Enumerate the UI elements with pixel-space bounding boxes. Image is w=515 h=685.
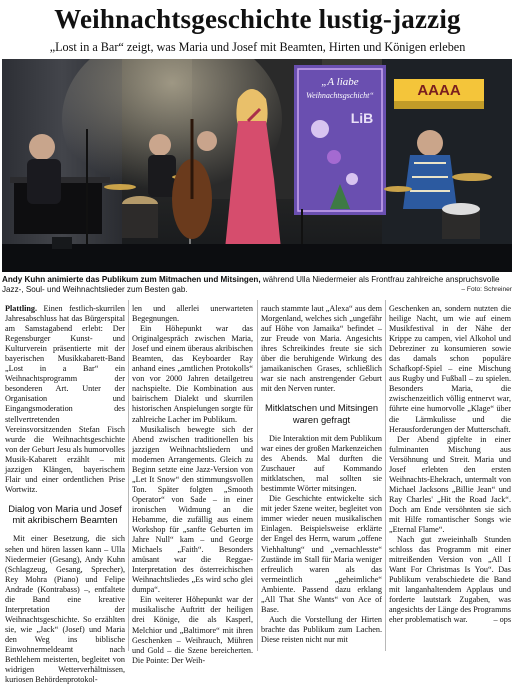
paragraph — [5, 304, 125, 495]
paragraph — [389, 535, 511, 625]
paragraph: Geschenken an, sondern nutzten die heilige Nacht, um wie auf einem Musikfestival in der Nähe der Krippe zu campen, viel Alkohol und Debreziner zu konsumieren sowie das damals schon populäre Schafkopf-Spiel – eine Mischung aus Rugby und Fußball – zu spielen. Besonders Maria, die zwischenzeitlich völlig entnervt war, führte eine humorvolle „Klage“ über die Lärmkulisse und die Herausforderungen der Mutterschaft. — [389, 304, 511, 434]
paragraph-text: Nach gut zweieinhalb Stunden schloss das Programm mit einer mitreißenden Version von „All I Want For Christmas Is You“. Das Publikum verabschiedete die Band mit langanhaltendem Applaus und forderte lautstark Zugaben, was angesichts der Länge des Programms eher problematisch war. — [389, 535, 511, 625]
paragraph: Musikalisch bewegte sich der Abend zwischen traditionellen bis jazzigen Weihnachtsliedern und modernen Arrangements. Gleich zu Beginn setzte eine Jazz-Version von „Let It Snow“ den stimmungsvollen Ton. Später folgten „Smooth Operator“ von Sade – in einer ironischen Widmung an die Hebamme, die zufällig aus einem Workshop für „sanfte Geburten im Jahre Null“ kam – und George Michaels „Faith“. Besonders amüsant war die Reggae-Interpretation des österreichischen Weihnachtsliedes „Es wird scho glei dumpa“. — [132, 424, 253, 595]
column-rule — [257, 300, 258, 651]
column-rule — [385, 300, 386, 651]
section-subhead: Dialog von Maria und Josef mit akribischem Beamten — [8, 502, 122, 526]
article-headline: Weihnachtsgeschichte lustig-jazzig — [54, 4, 461, 34]
paragraph: len und allerlei unerwarteten Begegnungen. — [132, 304, 253, 324]
paragraph: Die Geschichte entwickelte sich mit jeder Szene weiter, begleitet von immer wieder neuen musikalischen Einlagen. Beispielsweise erklärte der Engel des Herrn, warum „offene Viehhaltung“ und „vernachlesste“ Zustände im Stall für Maria weniger erfreulich waren als das vermeintlich „geheimliche“ Ambiente. Passend dazu erklang „All That She Wants“ von Ace of Base. — [261, 494, 382, 614]
paragraph: rauch stammte laut „Alexa“ aus dem Morgenland, welches sich „ungefähr auf Höhe von Jamaika“ befindet – zur Freude von Maria. Angesichts ihres Schreikindes freute sie sich über die beruhigende Wirkung des jamaikanischen Grases, schließlich war sie nach anstrengender Geburt mit den Nerven runter. — [261, 304, 382, 394]
dateline: Plattling. — [5, 304, 38, 313]
caption-text: während Ulla Niedermeier als Frontfrau zahlreiche anspruchsvolle Jazz-, Soul- und Weihnachtslieder zum Besten gab. — [2, 275, 500, 295]
article-column-2 — [132, 304, 253, 666]
paragraph-text: Einen festlich-skurrilen Jahresabschluss hat das Bürgerspital am Samstagabend erlebt: Der Regensburger Kunst- und Kulturverein präsentierte mit der bayerischen Musikkabarett-Band „Lost in a Bar“ ein Weihnachtsprogramm der besonderen Art. Unter der Organisation und Eingangsmoderation des stellvertretenden Vereinsvorsitzenden Stefan Fisch wurde die Weihnachtsgeschichte von der Geburt Jesu als humorvolles Musik-Kabarett erzählt – mit jazzigen Klängen, bayerischem Flair und einer ordentlichen Prise Wortwitz. — [5, 304, 125, 494]
photo-credit: – Foto: Schreiner — [461, 286, 512, 293]
paragraph: Auch die Vorstellung der Hirten brachte das Publikum zum Lachen. Diese reisten nicht nur mit — [261, 614, 382, 644]
column-rule — [128, 300, 129, 651]
article-column-3 — [261, 304, 382, 645]
banner-logo: LiB — [350, 110, 374, 126]
article-column-4 — [389, 304, 511, 626]
banner-line2: Weihnachtsgschicht“ — [306, 91, 374, 100]
box-letters: AAAA — [417, 82, 461, 99]
article-column-1 — [5, 304, 125, 685]
paragraph: Ein weiterer Höhepunkt war der musikalische Auftritt der heiligen drei Könige, die als Kasperl, Melchior und „Baltimore“ mit ihren Geschenken – Weihrauch, Mühren und Gold – die Szene bereicherten. Die Pointe: Der Weih- — [132, 595, 253, 665]
photo-caption — [2, 275, 512, 296]
paragraph: Der Abend gipfelte in einer fulminanten Mischung aus Versöhnung und Streit. Maria und Josef erlebten den ersten Weihnachts-Ehekrach, untermalt von Michael Jacksons „Billie Jean“ und Ray Charles' „Hit the Road Jack“. Doch am Ende versöhnten sie sich mit Hilfe romantischer Songs wie „Eternal Flame“. — [389, 434, 511, 535]
article-photo — [2, 59, 512, 272]
paragraph: Die Interaktion mit dem Publikum war eines der großen Markenzeichen des Abends. Mal durften die Zuschauer auf Kommando mitklatschen, mal sollten sie bestimmte Wörter mitsingen. — [261, 434, 382, 494]
paragraph: Mit einer Besetzung, die sich sehen und hören lassen kann – Ulla Niedermeier (Gesang), Andy Kuhn (Schlagzeug, Gesang, Sprecher), Rey Mohra (Piano) und Felipe Andrade (Kontrabass) –, entfaltete die Band eine kreative Interpretation der Weihnachtsgeschichte. So erzählten sie, wie „Jack“ (Josef) und Maria den Weg ins biblische Einwohnermeldeamt nach Bethlehem meisterten, begleitet von widrigen Wetterverhältnissen, kuriosen Behördenprotokol- — [5, 534, 125, 685]
section-subhead: Mitklatschen und Mitsingen waren gefragt — [264, 402, 379, 425]
banner-line1: „A liabe — [321, 76, 359, 88]
concert-photo-illustration — [2, 59, 512, 272]
article-subheadline: „Lost in a Bar“ zeigt, was Maria und Josef mit Beamten, Hirten und Königen erleben — [49, 40, 466, 54]
caption-bold: Andy Kuhn animierte das Publikum zum Mitmachen und Mitsingen, — [2, 275, 261, 284]
paragraph: Ein Höhepunkt war das Originalgespräch zwischen Maria, Josef und einem überaus akribischen Beamten, das Keyboarder Ray anhand eines „amtlichen Protokolls“ von vor 2000 Jahren detailgetreu nachspielte. Die Kombination aus bairischem Dialekt und skurrilen historischen Anspielungen sorgte für zahlreiche Lacher im Publikum. — [132, 324, 253, 424]
author-sign: – ops — [493, 615, 511, 625]
